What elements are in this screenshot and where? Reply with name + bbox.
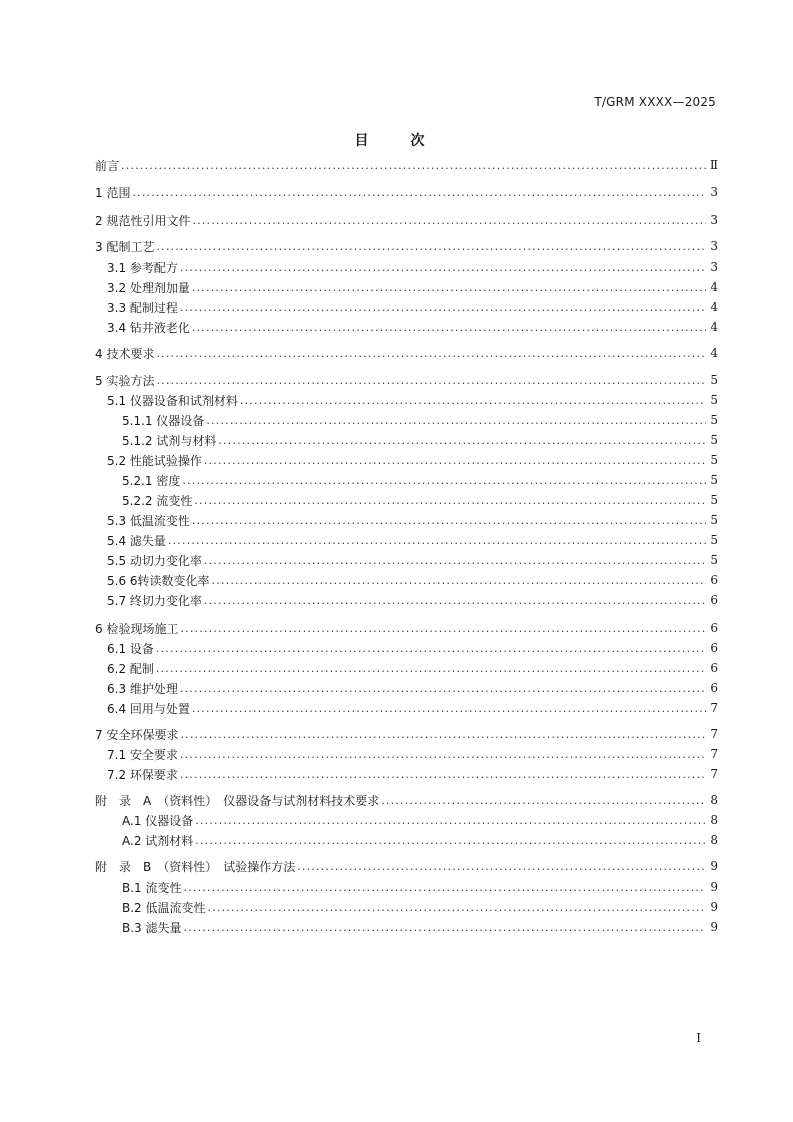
- toc-entry-page: 5: [710, 393, 718, 407]
- toc-leader-dots: [184, 921, 707, 934]
- toc-leader-dots: [168, 534, 706, 547]
- toc-leader-dots: [297, 860, 706, 873]
- toc-entry[interactable]: [95, 897, 718, 917]
- toc-entry-title: 2 规范性引用文件: [95, 213, 191, 228]
- toc-entry[interactable]: [95, 450, 718, 470]
- toc-entry-title: 5.4 滤失量: [107, 533, 166, 548]
- toc-entry[interactable]: [95, 917, 718, 937]
- toc-entry-title: 5.6 6转读数变化率: [107, 573, 210, 588]
- toc-entry[interactable]: [95, 470, 718, 490]
- toc-entry-page: 7: [710, 747, 718, 761]
- toc-entry-title: B.1 流变性: [122, 880, 182, 895]
- toc-entry-page: 3: [710, 185, 718, 199]
- toc-entry-title: 1 范围: [95, 185, 131, 200]
- toc-entry-title: 5.3 低温流变性: [107, 513, 190, 528]
- toc-entry-page: 5: [710, 413, 718, 427]
- toc-entry[interactable]: [95, 658, 718, 678]
- toc-entry[interactable]: [95, 638, 718, 658]
- toc-leader-dots: [180, 768, 706, 781]
- toc-leader-dots: [180, 728, 706, 741]
- toc-entry-page: 7: [710, 727, 718, 741]
- toc-leader-dots: [381, 794, 706, 807]
- toc-entry[interactable]: [95, 678, 718, 698]
- toc-entry-page: 6: [710, 593, 718, 607]
- toc-leader-dots: [184, 881, 707, 894]
- toc-entry[interactable]: [95, 830, 718, 850]
- toc-entry[interactable]: [95, 744, 718, 764]
- toc-entry-title: 3.3 配制过程: [107, 300, 178, 315]
- toc-leader-dots: [132, 186, 706, 199]
- toc-entry-page: 3: [710, 239, 718, 253]
- toc-entry-page: 4: [710, 320, 718, 334]
- toc-entry-page: 9: [710, 880, 718, 894]
- toc-leader-dots: [156, 347, 706, 360]
- toc-entry[interactable]: [95, 764, 718, 784]
- toc-entry[interactable]: [95, 370, 718, 390]
- toc-leader-dots: [208, 901, 707, 914]
- toc-entry-title: A.2 试剂材料: [122, 833, 194, 848]
- toc-leader-dots: [180, 261, 706, 274]
- toc-entry-title: 7.2 环保要求: [107, 767, 178, 782]
- toc-entry[interactable]: [95, 410, 718, 430]
- toc-entry[interactable]: [95, 317, 718, 337]
- toc-entry-title: 3 配制工艺: [95, 239, 155, 254]
- toc-entry-page: 5: [710, 513, 718, 527]
- toc-entry[interactable]: [95, 698, 718, 718]
- toc-entry[interactable]: [95, 590, 718, 610]
- toc-entry[interactable]: [95, 570, 718, 590]
- toc-entry-page: 9: [710, 920, 718, 934]
- toc-entry-title: 5.2.1 密度: [122, 473, 181, 488]
- toc-entry[interactable]: [95, 277, 718, 297]
- toc-entry[interactable]: [95, 390, 718, 410]
- toc-entry[interactable]: [95, 510, 718, 530]
- toc-entry[interactable]: [95, 856, 718, 876]
- toc-leader-dots: [204, 594, 706, 607]
- toc-entry[interactable]: [95, 790, 718, 810]
- toc-entry-page: 8: [710, 813, 718, 827]
- toc-entry-page: 6: [710, 621, 718, 635]
- toc-entry-title: 附 录 A （资料性） 仪器设备与试剂材料技术要求: [95, 793, 380, 808]
- toc-entry-title: 5.7 终切力变化率: [107, 593, 202, 608]
- toc-entry[interactable]: [95, 343, 718, 363]
- toc-entry-title: 7.1 安全要求: [107, 747, 178, 762]
- toc-entry-page: 5: [710, 433, 718, 447]
- toc-leader-dots: [192, 321, 706, 334]
- toc-leader-dots: [121, 159, 706, 172]
- toc-entry-title: B.2 低温流变性: [122, 900, 206, 915]
- toc-entry-title: 附 录 B （资料性） 试验操作方法: [95, 859, 296, 874]
- toc-entry-title: 前言: [95, 158, 120, 173]
- toc-leader-dots: [156, 642, 706, 655]
- toc-entry-title: 6.3 维护处理: [107, 681, 178, 696]
- toc-entry-page: 3: [710, 213, 718, 227]
- toc-entry-title: 5.1.2 试剂与材料: [122, 433, 217, 448]
- toc-entry-title: 6.4 回用与处置: [107, 701, 190, 716]
- toc-entry-page: 5: [710, 533, 718, 547]
- toc-entry-title: 5.5 动切力变化率: [107, 553, 202, 568]
- toc-entry-page: 6: [710, 681, 718, 695]
- toc-entry-page: 9: [710, 900, 718, 914]
- toc-entry-title: 5 实验方法: [95, 373, 155, 388]
- toc-leader-dots: [180, 301, 706, 314]
- toc-entry[interactable]: [95, 155, 718, 175]
- toc-entry-page: 3: [710, 260, 718, 274]
- toc-entry-title: 4 技术要求: [95, 346, 155, 361]
- toc-entry[interactable]: [95, 430, 718, 450]
- toc-entry-page: 4: [710, 280, 718, 294]
- document-code: T/GRM XXXX—2025: [594, 95, 716, 109]
- toc-leader-dots: [180, 622, 706, 635]
- toc-entry[interactable]: [95, 877, 718, 897]
- toc-leader-dots: [156, 240, 706, 253]
- toc-leader-dots: [212, 574, 706, 587]
- toc-entry-page: 8: [710, 793, 718, 807]
- toc-title: 目 次: [354, 133, 439, 149]
- toc-leader-dots: [180, 682, 706, 695]
- toc-entry[interactable]: [95, 182, 718, 202]
- toc-leader-dots: [204, 554, 706, 567]
- toc-entry-page: 6: [710, 661, 718, 675]
- toc-leader-dots: [194, 494, 706, 507]
- toc-entry-page: 4: [710, 346, 718, 360]
- toc-entry-title: 5.2 性能试验操作: [107, 453, 202, 468]
- toc-leader-dots: [192, 281, 706, 294]
- toc-entry-title: 3.2 处理剂加量: [107, 280, 190, 295]
- toc-entry-page: 6: [710, 641, 718, 655]
- toc-leader-dots: [192, 214, 706, 227]
- toc-entry[interactable]: [95, 236, 718, 256]
- toc-entry-title: 6.1 设备: [107, 641, 154, 656]
- toc-leader-dots: [218, 434, 706, 447]
- toc-leader-dots: [206, 414, 706, 427]
- toc-entry-page: 7: [710, 701, 718, 715]
- toc-entry-page: 5: [710, 553, 718, 567]
- toc-entry-page: 8: [710, 833, 718, 847]
- page-number: I: [696, 1031, 701, 1045]
- toc-leader-dots: [192, 702, 706, 715]
- toc-leader-dots: [195, 834, 706, 847]
- toc-entry-page: 4: [710, 300, 718, 314]
- toc-leader-dots: [195, 814, 706, 827]
- toc-entry-title: B.3 滤失量: [122, 920, 182, 935]
- toc-entry-title: 7 安全环保要求: [95, 727, 179, 742]
- toc-leader-dots: [240, 394, 706, 407]
- toc-entry-page: 9: [710, 859, 718, 873]
- toc-entry-page: 5: [710, 473, 718, 487]
- toc-entry-title: 5.2.2 流变性: [122, 493, 193, 508]
- toc-entry-page: 5: [710, 373, 718, 387]
- toc-entry[interactable]: [95, 297, 718, 317]
- toc-entry-page: 7: [710, 767, 718, 781]
- toc-entry[interactable]: [95, 530, 718, 550]
- toc-entry[interactable]: [95, 810, 718, 830]
- toc-entry-title: 5.1 仪器设备和试剂材料: [107, 393, 238, 408]
- toc-entry-page: 6: [710, 573, 718, 587]
- toc-entry[interactable]: [95, 257, 718, 277]
- toc-entry[interactable]: [95, 618, 718, 638]
- toc-entry-title: 5.1.1 仪器设备: [122, 413, 205, 428]
- toc-entry-page: Ⅱ: [709, 158, 718, 172]
- toc-leader-dots: [156, 662, 706, 675]
- toc-entry[interactable]: [95, 724, 718, 744]
- toc-leader-dots: [182, 474, 706, 487]
- toc-entry-title: 6.2 配制: [107, 661, 154, 676]
- toc-entry[interactable]: [95, 490, 718, 510]
- toc-entry[interactable]: [95, 550, 718, 570]
- toc-entry-title: 3.4 钻井液老化: [107, 320, 190, 335]
- toc-entry-title: 6 检验现场施工: [95, 621, 179, 636]
- toc-leader-dots: [192, 514, 706, 527]
- toc-entry[interactable]: [95, 210, 718, 230]
- toc-entry-title: A.1 仪器设备: [122, 813, 194, 828]
- toc-entry-page: 5: [710, 493, 718, 507]
- toc-leader-dots: [204, 454, 706, 467]
- toc-entry-title: 3.1 参考配方: [107, 260, 178, 275]
- toc-leader-dots: [180, 748, 706, 761]
- toc-entry-page: 5: [710, 453, 718, 467]
- toc-leader-dots: [156, 374, 706, 387]
